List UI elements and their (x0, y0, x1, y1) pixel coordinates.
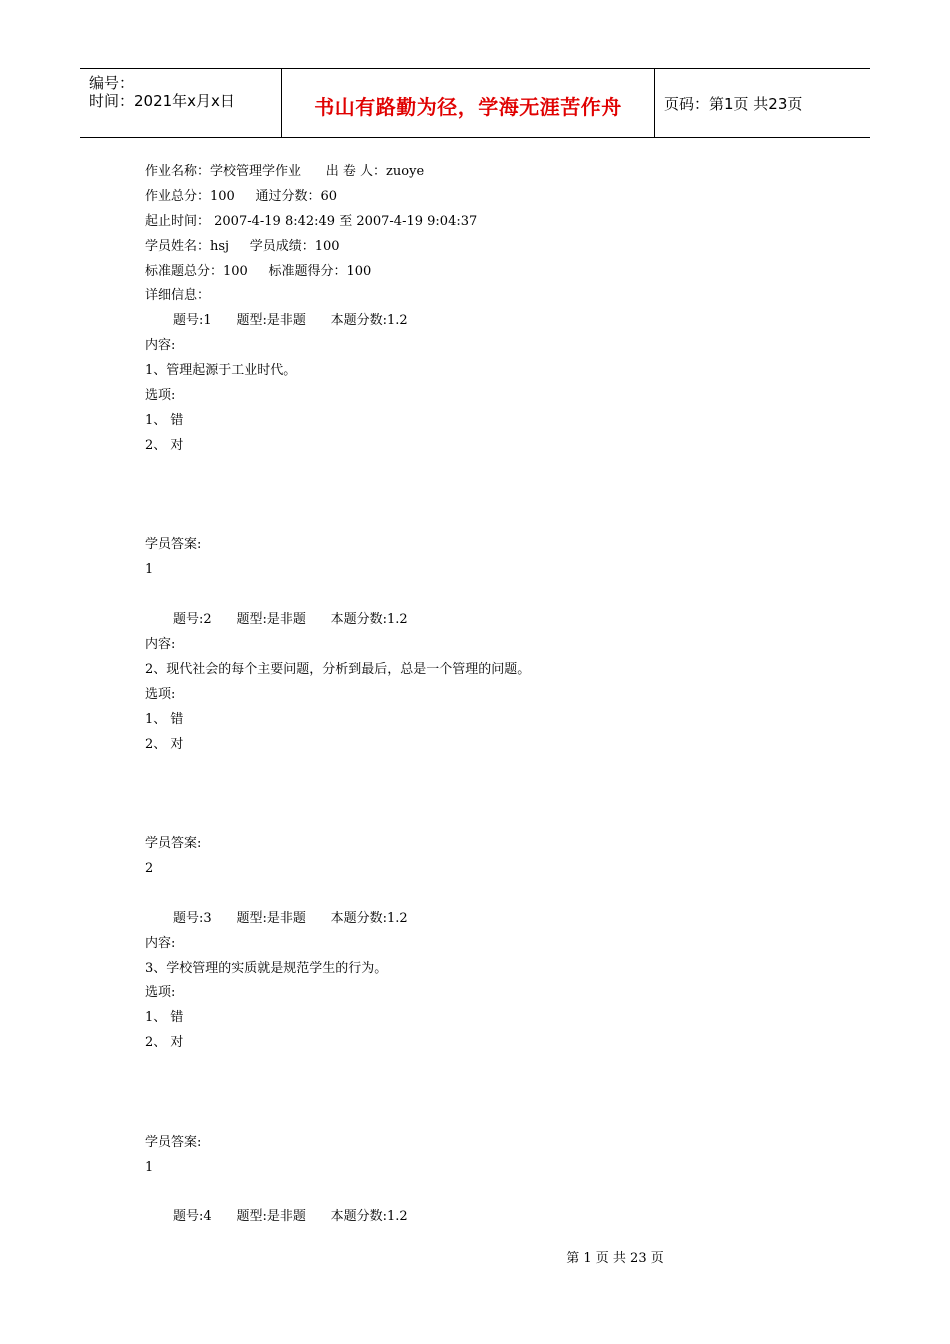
question-header: 题号:2 题型:是非题 本题分数:1.2 (173, 612, 408, 628)
options-label: 选项: (145, 686, 176, 702)
question-content: 1、管理起源于工业时代。 (145, 363, 297, 379)
spacer (145, 882, 845, 907)
option-item: 1、 错 (145, 711, 184, 727)
option-item: 2、 对 (145, 437, 184, 453)
option-item: 1、 错 (145, 1010, 184, 1026)
question-content: 2、现代社会的每个主要问题，分析到最后，总是一个管理的问题。 (145, 661, 531, 677)
document-header (80, 68, 870, 138)
serial-label: 编号： (89, 74, 135, 92)
spacer (145, 1106, 845, 1131)
question-header: 题号:1 题型:是非题 本题分数:1.2 (173, 313, 408, 329)
content-label: 内容: (145, 636, 176, 652)
spacer (145, 508, 845, 533)
spacer (145, 459, 845, 509)
spacer (145, 757, 845, 807)
details-label: 详细信息： (145, 288, 211, 304)
score-line: 作业总分：100 通过分数：60 (145, 188, 338, 204)
question-block (145, 608, 845, 907)
question-header: 题号:4 题型:是非题 本题分数:1.2 (173, 1209, 408, 1225)
answer-value: 2 (145, 860, 154, 876)
page-footer (0, 1247, 950, 1266)
student-line: 学员姓名：hsj 学员成绩：100 (145, 238, 340, 254)
time-range-line: 起止时间： 2007-4-19 8:42:49 至 2007-4-19 9:04:37 (145, 213, 478, 229)
footer-page-number: 第 1 页 共 23 页 (566, 1251, 664, 1266)
content-label: 内容: (145, 935, 176, 951)
question-block (145, 1205, 845, 1230)
header-left-cell (80, 69, 280, 137)
option-item: 1、 错 (145, 412, 184, 428)
question-content: 3、学校管理的实质就是规范学生的行为。 (145, 960, 388, 976)
content-label: 内容: (145, 338, 176, 354)
document-body (145, 160, 845, 1230)
spacer (145, 1181, 845, 1206)
question-block (145, 907, 845, 1206)
header-page-cell (655, 69, 870, 137)
header-motto-cell (281, 69, 655, 137)
time-label: 时间：2021年x月x日 (89, 92, 235, 110)
answer-label: 学员答案: (145, 537, 202, 553)
answer-value: 1 (145, 1159, 154, 1175)
answer-value: 1 (145, 562, 154, 578)
spacer (145, 807, 845, 832)
options-label: 选项: (145, 985, 176, 1001)
answer-label: 学员答案: (145, 836, 202, 852)
spacer (145, 1056, 845, 1106)
header-page-label: 页码：第1页 共23页 (664, 95, 803, 113)
options-label: 选项: (145, 388, 176, 404)
answer-label: 学员答案: (145, 1134, 202, 1150)
question-block (145, 309, 845, 608)
spacer (145, 583, 845, 608)
question-header: 题号:3 题型:是非题 本题分数:1.2 (173, 910, 408, 926)
standard-score-line: 标准题总分：100 标准题得分：100 (145, 263, 372, 279)
option-item: 2、 对 (145, 736, 184, 752)
option-item: 2、 对 (145, 1035, 184, 1051)
assignment-name-line: 作业名称：学校管理学作业 出 卷 人：zuoye (145, 164, 425, 179)
motto-text: 书山有路勤为径，学海无涯苦作舟 (314, 95, 622, 119)
